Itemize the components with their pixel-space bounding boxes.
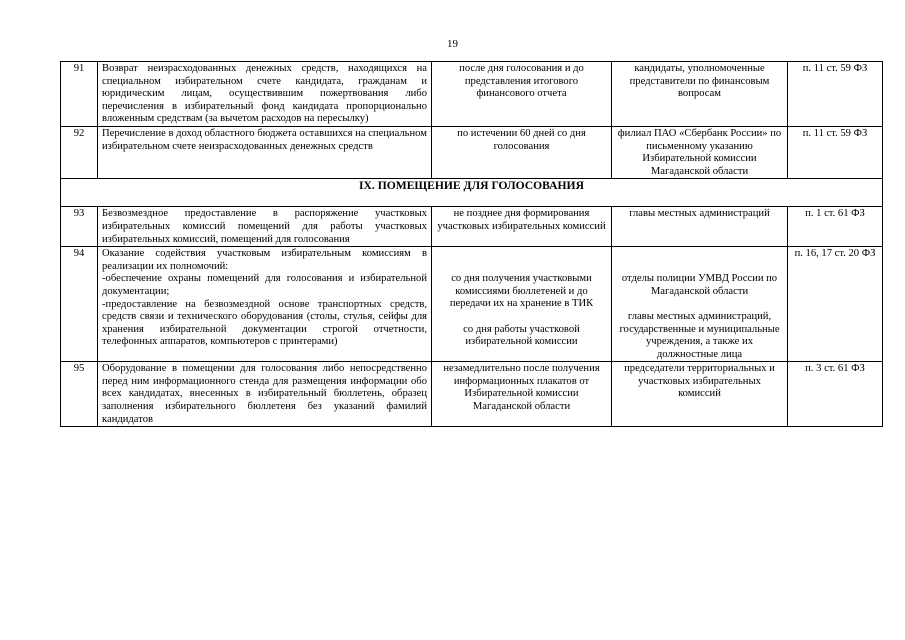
deadline: не позднее дня формирования участковых избирательных комиссий	[432, 207, 612, 247]
event-intro: Оказание содействия участковым избирательным комиссиям в реализации их полномочий:	[102, 248, 427, 272]
legal-reference: п. 1 ст. 61 ФЗ	[788, 207, 883, 247]
executor: председатели территориальных и участковых избирательных комиссий	[612, 362, 788, 427]
table-row	[61, 362, 883, 427]
row-number: 92	[61, 126, 98, 178]
table-row	[61, 126, 883, 178]
row-number: 91	[61, 62, 98, 127]
event-description: Перечисление в доход областного бюджета оставшихся на специальном избирательном счете неизрасходованных денежных средств	[98, 126, 432, 178]
legal-reference: п. 16, 17 ст. 20 ФЗ	[788, 247, 883, 362]
legal-reference: п. 11 ст. 59 ФЗ	[788, 62, 883, 127]
event-description	[98, 247, 432, 362]
executor: филиал ПАО «Сбербанк России» по письменному указанию Избирательной комиссии Магаданской области	[612, 126, 788, 178]
table-row	[61, 62, 883, 127]
executor	[612, 247, 788, 362]
row-number: 93	[61, 207, 98, 247]
executor-police: отделы полиции УМВД России по Магаданской области	[621, 273, 778, 297]
deadline-security: со дня получения участковыми комиссиями бюллетеней и до передачи их на хранение в ТИК	[449, 273, 594, 310]
row-number: 94	[61, 247, 98, 362]
event-description: Оборудование в помещении для голосования либо непосредственно перед ним информационного стенда для размещения информации обо всех кандидатах, внесенных в избирательный бюллетень, образец заполнения избирательного бюллетеня без указаний фамилий кандидатов	[98, 362, 432, 427]
section-row	[61, 179, 883, 207]
deadline: незамедлительно после получения информационных плакатов от Избирательной комиссии Магаданской области	[432, 362, 612, 427]
deadline-support: со дня работы участковой избирательной комиссии	[463, 323, 580, 348]
deadline	[432, 247, 612, 362]
event-item: -предоставление на безвозмездной основе транспортных средств, средств связи и технического оборудования (столы, стулья, сейфы для хранения избирательной документации строгой отчетности, телефонных аппаратов, компьютеров с принтерами)	[102, 298, 427, 348]
table-row	[61, 247, 883, 362]
event-description: Безвозмездное предоставление в распоряжение участковых избирательных комиссий помещений для работы участковых избирательных комиссий, помещений для голосования	[98, 207, 432, 247]
executor-administrations: главы местных администраций, государственные и муниципальные учреждения, а также их должностные лица	[619, 310, 780, 360]
table-row	[61, 207, 883, 247]
section-heading: IX. ПОМЕЩЕНИЕ ДЛЯ ГОЛОСОВАНИЯ	[61, 179, 883, 207]
event-description: Возврат неизрасходованных денежных средств, находящихся на специальном избирательном счете кандидата, гражданам и юридическим лицам, осуществившим пожертвования либо перечисления в избирательный фонд кандидата пропорционально вложенным средствам (за вычетом расходов на пересылку)	[98, 62, 432, 127]
deadline: после дня голосования и до представления итогового финансового отчета	[432, 62, 612, 127]
event-item: -обеспечение охраны помещений для голосования и избирательной документации;	[102, 273, 427, 297]
election-schedule-table	[60, 61, 883, 427]
executor: главы местных администраций	[612, 207, 788, 247]
legal-reference: п. 3 ст. 61 ФЗ	[788, 362, 883, 427]
legal-reference: п. 11 ст. 59 ФЗ	[788, 126, 883, 178]
row-number: 95	[61, 362, 98, 427]
deadline: по истечении 60 дней со дня голосования	[432, 126, 612, 178]
executor: кандидаты, уполномоченные представители по финансовым вопросам	[612, 62, 788, 127]
page-number: 19	[447, 38, 458, 50]
